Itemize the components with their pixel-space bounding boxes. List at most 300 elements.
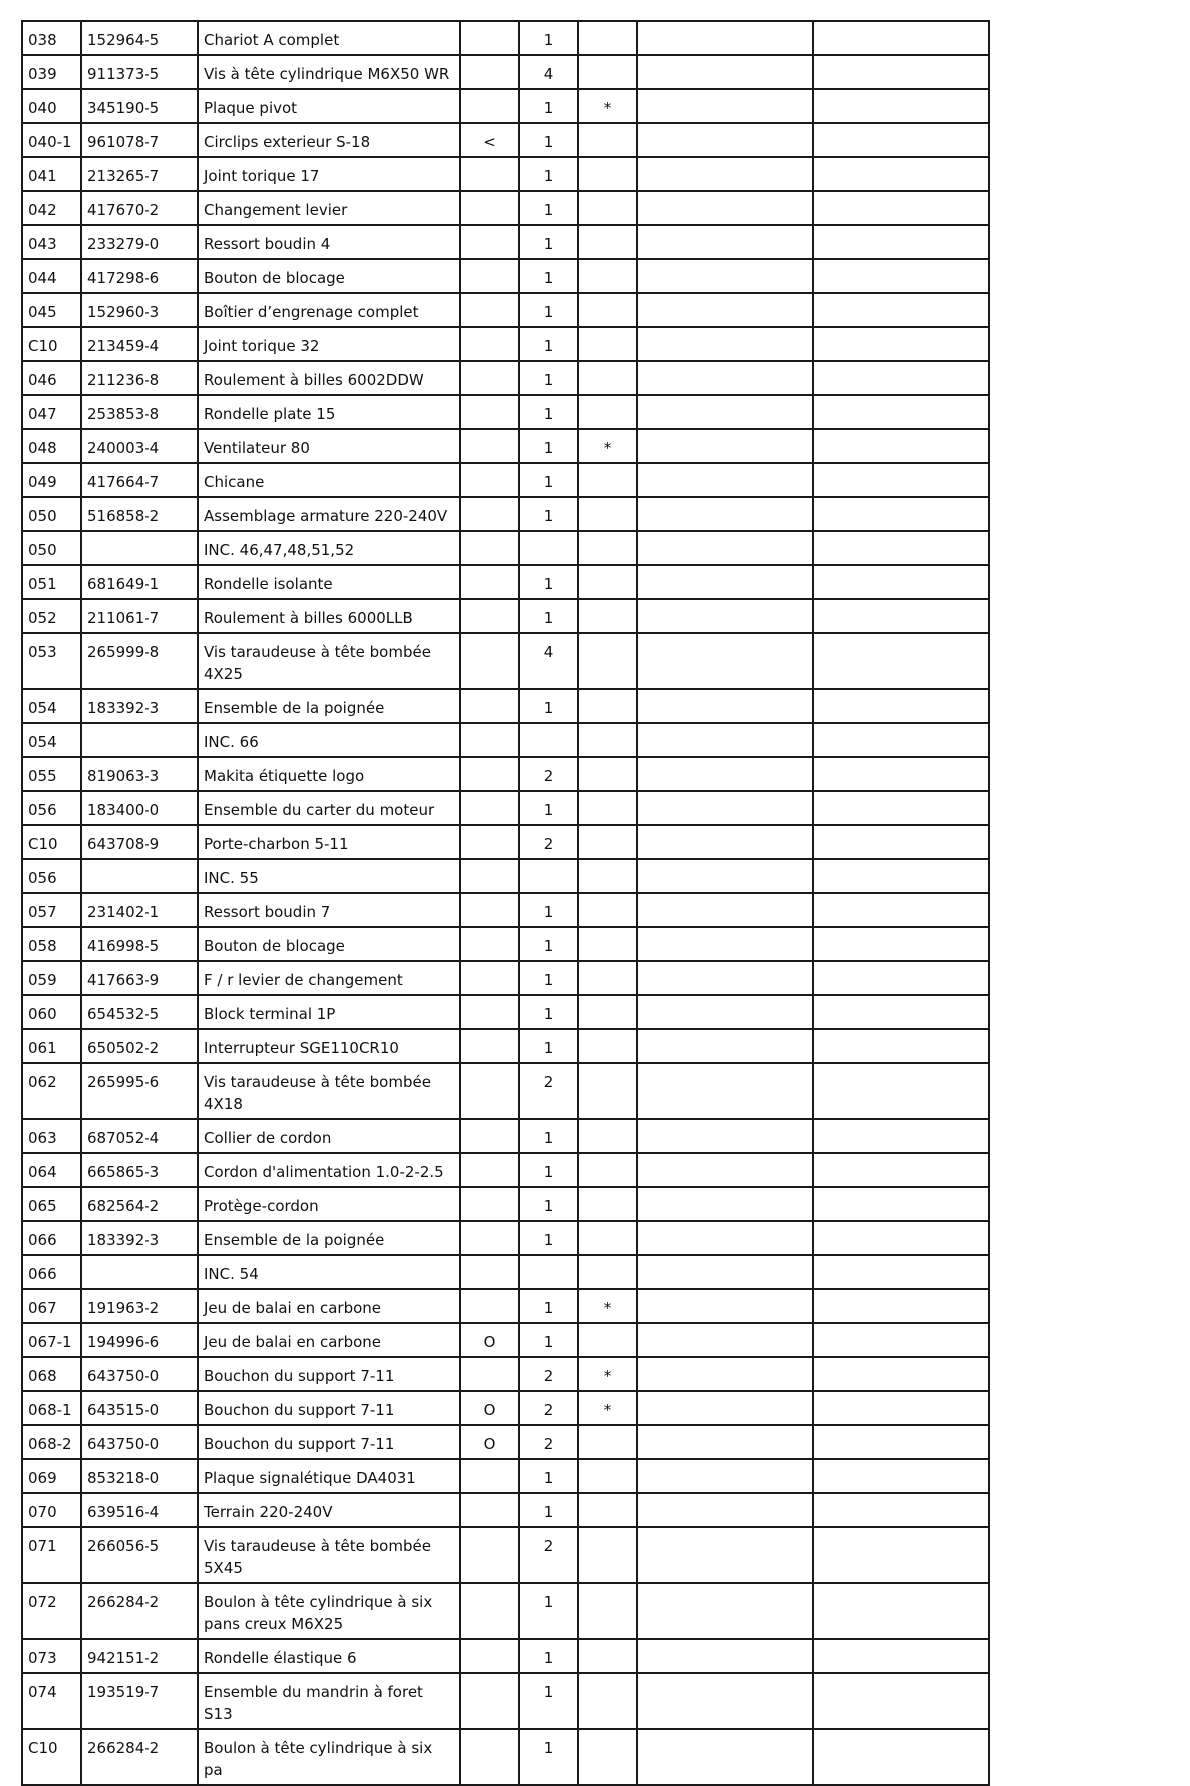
item-code-cell: 064 xyxy=(22,1153,81,1187)
part-number-cell: 233279-0 xyxy=(81,225,198,259)
note-cell xyxy=(578,961,637,995)
table-row xyxy=(22,1221,989,1255)
empty-cell xyxy=(637,893,813,927)
empty-cell xyxy=(813,327,989,361)
description-cell: Ressort boudin 7 xyxy=(198,893,460,927)
empty-cell xyxy=(637,361,813,395)
description-cell: Rondelle isolante xyxy=(198,565,460,599)
note-cell xyxy=(578,723,637,757)
note-cell xyxy=(578,1639,637,1673)
empty-cell xyxy=(813,259,989,293)
note-cell xyxy=(578,1255,637,1289)
empty-cell xyxy=(637,689,813,723)
empty-cell xyxy=(637,1493,813,1527)
empty-cell xyxy=(813,361,989,395)
description-cell: Porte-charbon 5-11 xyxy=(198,825,460,859)
empty-cell xyxy=(637,259,813,293)
description-cell: Jeu de balai en carbone xyxy=(198,1323,460,1357)
flag-cell xyxy=(460,723,519,757)
part-number-cell: 191963-2 xyxy=(81,1289,198,1323)
item-code-cell: 059 xyxy=(22,961,81,995)
note-cell xyxy=(578,927,637,961)
empty-cell xyxy=(813,893,989,927)
flag-cell xyxy=(460,599,519,633)
empty-cell xyxy=(637,1063,813,1119)
quantity-cell: 1 xyxy=(519,599,578,633)
flag-cell xyxy=(460,259,519,293)
part-number-cell xyxy=(81,723,198,757)
description-cell: Circlips exterieur S-18 xyxy=(198,123,460,157)
item-code-cell: 041 xyxy=(22,157,81,191)
empty-cell xyxy=(637,1425,813,1459)
flag-cell xyxy=(460,825,519,859)
flag-cell xyxy=(460,191,519,225)
item-code-cell: 048 xyxy=(22,429,81,463)
quantity-cell: 1 xyxy=(519,927,578,961)
part-number-cell: 639516-4 xyxy=(81,1493,198,1527)
empty-cell xyxy=(637,123,813,157)
empty-cell xyxy=(637,599,813,633)
empty-cell xyxy=(637,723,813,757)
quantity-cell: 1 xyxy=(519,1323,578,1357)
quantity-cell: 1 xyxy=(519,1187,578,1221)
item-code-cell: 067-1 xyxy=(22,1323,81,1357)
table-row xyxy=(22,1391,989,1425)
empty-cell xyxy=(637,1323,813,1357)
description-cell: Plaque pivot xyxy=(198,89,460,123)
flag-cell xyxy=(460,1459,519,1493)
table-row xyxy=(22,361,989,395)
table-row xyxy=(22,825,989,859)
empty-cell xyxy=(637,757,813,791)
item-code-cell: 074 xyxy=(22,1673,81,1729)
note-cell xyxy=(578,21,637,55)
table-row xyxy=(22,225,989,259)
empty-cell xyxy=(813,429,989,463)
flag-cell xyxy=(460,1357,519,1391)
flag-cell xyxy=(460,565,519,599)
empty-cell xyxy=(813,497,989,531)
note-cell xyxy=(578,565,637,599)
note-cell xyxy=(578,361,637,395)
table-row xyxy=(22,1583,989,1639)
empty-cell xyxy=(637,157,813,191)
part-number-cell: 643750-0 xyxy=(81,1425,198,1459)
part-number-cell: 211236-8 xyxy=(81,361,198,395)
empty-cell xyxy=(637,825,813,859)
empty-cell xyxy=(813,21,989,55)
item-code-cell: C10 xyxy=(22,327,81,361)
item-code-cell: 055 xyxy=(22,757,81,791)
table-row xyxy=(22,123,989,157)
table-row xyxy=(22,1255,989,1289)
flag-cell xyxy=(460,927,519,961)
part-number-cell: 650502-2 xyxy=(81,1029,198,1063)
empty-cell xyxy=(813,599,989,633)
description-cell: Makita étiquette logo xyxy=(198,757,460,791)
description-cell: Ensemble du carter du moteur xyxy=(198,791,460,825)
empty-cell xyxy=(637,531,813,565)
flag-cell xyxy=(460,961,519,995)
part-number-cell: 853218-0 xyxy=(81,1459,198,1493)
table-row xyxy=(22,1425,989,1459)
quantity-cell: 1 xyxy=(519,689,578,723)
description-cell: Boulon à tête cylindrique à six pa xyxy=(198,1729,460,1785)
empty-cell xyxy=(637,995,813,1029)
quantity-cell: 2 xyxy=(519,1063,578,1119)
table-row xyxy=(22,1357,989,1391)
table-row xyxy=(22,565,989,599)
description-cell: Vis taraudeuse à tête bombée 5X45 xyxy=(198,1527,460,1583)
item-code-cell: 042 xyxy=(22,191,81,225)
empty-cell xyxy=(637,463,813,497)
table-row xyxy=(22,995,989,1029)
quantity-cell: 1 xyxy=(519,361,578,395)
table-row xyxy=(22,1527,989,1583)
item-code-cell: 069 xyxy=(22,1459,81,1493)
table-row xyxy=(22,1323,989,1357)
empty-cell xyxy=(813,1673,989,1729)
part-number-cell: 213459-4 xyxy=(81,327,198,361)
flag-cell xyxy=(460,89,519,123)
table-row xyxy=(22,395,989,429)
description-cell: Chicane xyxy=(198,463,460,497)
flag-cell xyxy=(460,791,519,825)
flag-cell xyxy=(460,689,519,723)
empty-cell xyxy=(813,1583,989,1639)
description-cell: Assemblage armature 220-240V xyxy=(198,497,460,531)
part-number-cell: 961078-7 xyxy=(81,123,198,157)
flag-cell xyxy=(460,1673,519,1729)
flag-cell xyxy=(460,157,519,191)
note-cell xyxy=(578,1425,637,1459)
quantity-cell: 1 xyxy=(519,293,578,327)
table-row xyxy=(22,1063,989,1119)
empty-cell xyxy=(813,1289,989,1323)
empty-cell xyxy=(813,1119,989,1153)
item-code-cell: 068-1 xyxy=(22,1391,81,1425)
description-cell: Interrupteur SGE110CR10 xyxy=(198,1029,460,1063)
empty-cell xyxy=(813,123,989,157)
flag-cell xyxy=(460,21,519,55)
flag-cell xyxy=(460,995,519,1029)
empty-cell xyxy=(813,1729,989,1785)
description-cell: Cordon d'alimentation 1.0-2-2.5 xyxy=(198,1153,460,1187)
table-row xyxy=(22,1729,989,1785)
note-cell xyxy=(578,1493,637,1527)
part-number-cell: 345190-5 xyxy=(81,89,198,123)
flag-cell xyxy=(460,893,519,927)
note-cell xyxy=(578,123,637,157)
flag-cell xyxy=(460,1255,519,1289)
empty-cell xyxy=(813,995,989,1029)
empty-cell xyxy=(637,1357,813,1391)
item-code-cell: 044 xyxy=(22,259,81,293)
empty-cell xyxy=(813,1063,989,1119)
note-cell xyxy=(578,327,637,361)
note-cell: * xyxy=(578,89,637,123)
flag-cell xyxy=(460,633,519,689)
part-number-cell: 516858-2 xyxy=(81,497,198,531)
note-cell xyxy=(578,1187,637,1221)
item-code-cell: 071 xyxy=(22,1527,81,1583)
description-cell: Changement levier xyxy=(198,191,460,225)
item-code-cell: 056 xyxy=(22,791,81,825)
note-cell xyxy=(578,1459,637,1493)
part-number-cell: 231402-1 xyxy=(81,893,198,927)
table-row xyxy=(22,191,989,225)
empty-cell xyxy=(637,927,813,961)
empty-cell xyxy=(813,1493,989,1527)
empty-cell xyxy=(813,293,989,327)
description-cell: Block terminal 1P xyxy=(198,995,460,1029)
quantity-cell: 1 xyxy=(519,191,578,225)
note-cell: * xyxy=(578,429,637,463)
item-code-cell: 052 xyxy=(22,599,81,633)
note-cell xyxy=(578,791,637,825)
table-row xyxy=(22,723,989,757)
part-number-cell: 194996-6 xyxy=(81,1323,198,1357)
quantity-cell: 1 xyxy=(519,429,578,463)
item-code-cell: 067 xyxy=(22,1289,81,1323)
description-cell: Bouton de blocage xyxy=(198,927,460,961)
empty-cell xyxy=(637,791,813,825)
part-number-cell: 643750-0 xyxy=(81,1357,198,1391)
quantity-cell: 1 xyxy=(519,1153,578,1187)
part-number-cell: 643515-0 xyxy=(81,1391,198,1425)
quantity-cell: 1 xyxy=(519,1221,578,1255)
empty-cell xyxy=(813,1639,989,1673)
table-row xyxy=(22,293,989,327)
empty-cell xyxy=(813,1425,989,1459)
flag-cell xyxy=(460,225,519,259)
quantity-cell: 1 xyxy=(519,123,578,157)
note-cell xyxy=(578,599,637,633)
empty-cell xyxy=(637,1527,813,1583)
item-code-cell: 065 xyxy=(22,1187,81,1221)
quantity-cell: 2 xyxy=(519,1357,578,1391)
flag-cell xyxy=(460,361,519,395)
empty-cell xyxy=(637,1153,813,1187)
note-cell xyxy=(578,633,637,689)
quantity-cell xyxy=(519,859,578,893)
flag-cell xyxy=(460,1221,519,1255)
part-number-cell xyxy=(81,531,198,565)
description-cell: Bouchon du support 7-11 xyxy=(198,1391,460,1425)
empty-cell xyxy=(637,55,813,89)
description-cell: Chariot A complet xyxy=(198,21,460,55)
item-code-cell: 057 xyxy=(22,893,81,927)
quantity-cell: 1 xyxy=(519,1673,578,1729)
quantity-cell: 1 xyxy=(519,1459,578,1493)
flag-cell xyxy=(460,429,519,463)
part-number-cell: 665865-3 xyxy=(81,1153,198,1187)
empty-cell xyxy=(813,961,989,995)
table-row xyxy=(22,893,989,927)
description-cell: Joint torique 32 xyxy=(198,327,460,361)
note-cell xyxy=(578,825,637,859)
quantity-cell: 4 xyxy=(519,633,578,689)
part-number-cell xyxy=(81,1255,198,1289)
description-cell: Protège-cordon xyxy=(198,1187,460,1221)
quantity-cell: 1 xyxy=(519,893,578,927)
part-number-cell: 183392-3 xyxy=(81,1221,198,1255)
part-number-cell xyxy=(81,859,198,893)
empty-cell xyxy=(813,633,989,689)
part-number-cell: 183392-3 xyxy=(81,689,198,723)
empty-cell xyxy=(637,1729,813,1785)
part-number-cell: 819063-3 xyxy=(81,757,198,791)
description-cell: Ventilateur 80 xyxy=(198,429,460,463)
empty-cell xyxy=(637,429,813,463)
quantity-cell xyxy=(519,531,578,565)
part-number-cell: 213265-7 xyxy=(81,157,198,191)
item-code-cell: 040-1 xyxy=(22,123,81,157)
quantity-cell: 1 xyxy=(519,463,578,497)
table-row xyxy=(22,497,989,531)
item-code-cell: 047 xyxy=(22,395,81,429)
description-cell: Vis à tête cylindrique M6X50 WR xyxy=(198,55,460,89)
description-cell: Roulement à billes 6002DDW xyxy=(198,361,460,395)
flag-cell xyxy=(460,531,519,565)
table-row xyxy=(22,157,989,191)
table-row xyxy=(22,1639,989,1673)
empty-cell xyxy=(637,1119,813,1153)
item-code-cell: 070 xyxy=(22,1493,81,1527)
part-number-cell: 682564-2 xyxy=(81,1187,198,1221)
table-row xyxy=(22,757,989,791)
part-number-cell: 417298-6 xyxy=(81,259,198,293)
empty-cell xyxy=(637,1187,813,1221)
item-code-cell: 058 xyxy=(22,927,81,961)
description-cell: Bouchon du support 7-11 xyxy=(198,1357,460,1391)
flag-cell xyxy=(460,1289,519,1323)
note-cell xyxy=(578,1323,637,1357)
table-row xyxy=(22,259,989,293)
note-cell xyxy=(578,497,637,531)
empty-cell xyxy=(637,1289,813,1323)
part-number-cell: 183400-0 xyxy=(81,791,198,825)
table-row xyxy=(22,1187,989,1221)
description-cell: INC. 54 xyxy=(198,1255,460,1289)
table-row xyxy=(22,1673,989,1729)
quantity-cell: 1 xyxy=(519,1583,578,1639)
quantity-cell: 1 xyxy=(519,1119,578,1153)
flag-cell xyxy=(460,463,519,497)
part-number-cell: 654532-5 xyxy=(81,995,198,1029)
table-row xyxy=(22,531,989,565)
flag-cell xyxy=(460,327,519,361)
description-cell: Ensemble de la poignée xyxy=(198,689,460,723)
quantity-cell: 1 xyxy=(519,395,578,429)
description-cell: INC. 46,47,48,51,52 xyxy=(198,531,460,565)
part-number-cell: 253853-8 xyxy=(81,395,198,429)
empty-cell xyxy=(813,1029,989,1063)
table-row xyxy=(22,599,989,633)
table-row xyxy=(22,633,989,689)
item-code-cell: 066 xyxy=(22,1255,81,1289)
empty-cell xyxy=(813,791,989,825)
table-row xyxy=(22,429,989,463)
note-cell: * xyxy=(578,1391,637,1425)
quantity-cell: 1 xyxy=(519,1289,578,1323)
note-cell xyxy=(578,55,637,89)
item-code-cell: 060 xyxy=(22,995,81,1029)
quantity-cell: 1 xyxy=(519,225,578,259)
empty-cell xyxy=(813,1221,989,1255)
empty-cell xyxy=(813,927,989,961)
part-number-cell: 417663-9 xyxy=(81,961,198,995)
quantity-cell: 1 xyxy=(519,497,578,531)
note-cell xyxy=(578,1673,637,1729)
description-cell: Collier de cordon xyxy=(198,1119,460,1153)
description-cell: Bouchon du support 7-11 xyxy=(198,1425,460,1459)
table-row xyxy=(22,1153,989,1187)
empty-cell xyxy=(813,89,989,123)
flag-cell xyxy=(460,1119,519,1153)
item-code-cell: 043 xyxy=(22,225,81,259)
parts-table xyxy=(21,20,990,1786)
note-cell: * xyxy=(578,1289,637,1323)
description-cell: F / r levier de changement xyxy=(198,961,460,995)
empty-cell xyxy=(813,757,989,791)
flag-cell xyxy=(460,1583,519,1639)
quantity-cell: 1 xyxy=(519,259,578,293)
item-code-cell: 054 xyxy=(22,723,81,757)
item-code-cell: 049 xyxy=(22,463,81,497)
part-number-cell: 240003-4 xyxy=(81,429,198,463)
part-number-cell: 687052-4 xyxy=(81,1119,198,1153)
empty-cell xyxy=(813,463,989,497)
description-cell: Vis taraudeuse à tête bombée 4X18 xyxy=(198,1063,460,1119)
item-code-cell: 068 xyxy=(22,1357,81,1391)
flag-cell xyxy=(460,1729,519,1785)
empty-cell xyxy=(813,689,989,723)
table-row xyxy=(22,21,989,55)
item-code-cell: 061 xyxy=(22,1029,81,1063)
empty-cell xyxy=(637,225,813,259)
description-cell: Joint torique 17 xyxy=(198,157,460,191)
quantity-cell: 1 xyxy=(519,1493,578,1527)
empty-cell xyxy=(637,1583,813,1639)
table-row xyxy=(22,89,989,123)
table-row xyxy=(22,327,989,361)
flag-cell xyxy=(460,757,519,791)
item-code-cell: 053 xyxy=(22,633,81,689)
note-cell xyxy=(578,859,637,893)
flag-cell xyxy=(460,1153,519,1187)
quantity-cell xyxy=(519,723,578,757)
part-number-cell: 211061-7 xyxy=(81,599,198,633)
description-cell: Ensemble du mandrin à foret S13 xyxy=(198,1673,460,1729)
empty-cell xyxy=(637,633,813,689)
quantity-cell: 2 xyxy=(519,1425,578,1459)
table-row xyxy=(22,1493,989,1527)
empty-cell xyxy=(813,1323,989,1357)
description-cell: Vis taraudeuse à tête bombée 4X25 xyxy=(198,633,460,689)
flag-cell xyxy=(460,55,519,89)
description-cell: Boîtier d’engrenage complet xyxy=(198,293,460,327)
part-number-cell: 152960-3 xyxy=(81,293,198,327)
item-code-cell: 056 xyxy=(22,859,81,893)
empty-cell xyxy=(637,21,813,55)
quantity-cell: 2 xyxy=(519,757,578,791)
empty-cell xyxy=(813,1459,989,1493)
description-cell: Plaque signalétique DA4031 xyxy=(198,1459,460,1493)
quantity-cell: 2 xyxy=(519,825,578,859)
table-row xyxy=(22,55,989,89)
description-cell: INC. 66 xyxy=(198,723,460,757)
